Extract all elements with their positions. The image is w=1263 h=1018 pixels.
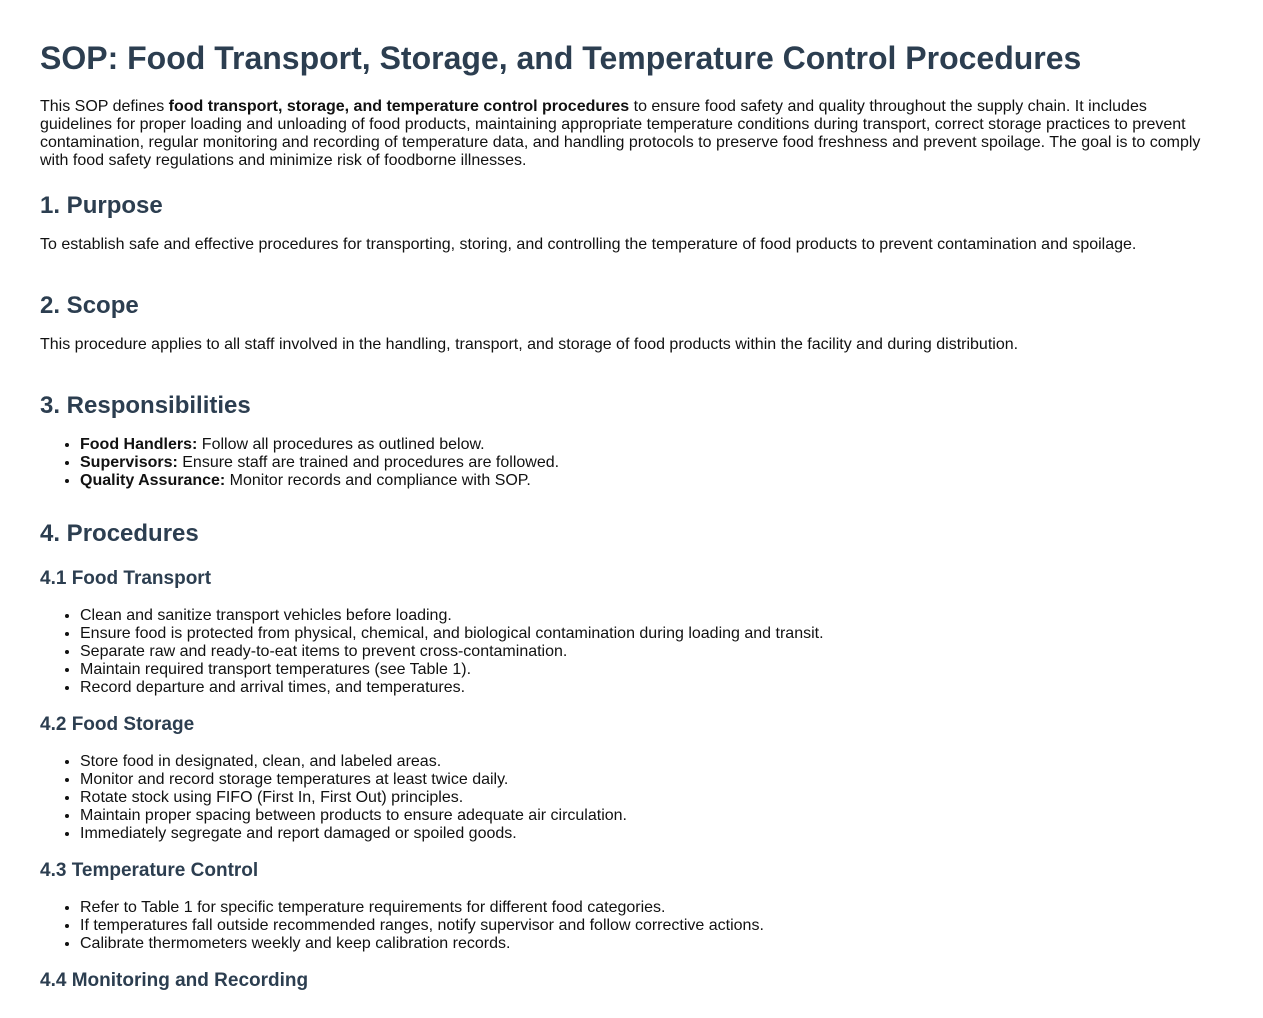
list-item: • If temperatures fall outside recommended ranges, notify supervisor and follow corrective actions. (80, 917, 1223, 935)
role-label: Food Handlers: (80, 436, 198, 453)
intro-paragraph (40, 98, 1223, 170)
list-item: • Clean and sanitize transport vehicles before loading. (80, 607, 1223, 625)
list-item: • Record departure and arrival times, and temperatures. (80, 679, 1223, 697)
subsection-heading-storage: 4.2 Food Storage (40, 714, 195, 735)
storage-list (40, 753, 1223, 843)
list-item: • Immediately segregate and report damaged or spoiled goods. (80, 825, 1223, 843)
purpose-text: To establish safe and effective procedures for transporting, storing, and controlling the temperature of food products to prevent contamination and spoilage. (40, 236, 1137, 253)
intro-suffix: to ensure food safety and quality throughout the supply chain. It includes guidelines for proper loading and unloading of food products, maintaining appropriate temperature conditions during transport, correct storage practices to prevent contamination, regular monitoring and recording of temperature data, and handling protocols to preserve food freshness and prevent spoilage. The goal is to comply with food safety regulations and minimize risk of foodborne illnesses. (40, 98, 1201, 169)
list-item: • Ensure food is protected from physical, chemical, and biological contamination during loading and transit. (80, 625, 1223, 643)
list-item: • Refer to Table 1 for specific temperature requirements for different food categories. (80, 899, 1223, 917)
section-heading-responsibilities: 3. Responsibilities (40, 392, 251, 419)
role-label: Quality Assurance: (80, 472, 226, 489)
role-label: Supervisors: (80, 454, 178, 471)
list-item: • Maintain proper spacing between products to ensure adequate air circulation. (80, 807, 1223, 825)
intro-prefix: This SOP defines (40, 98, 169, 115)
section-heading-purpose: 1. Purpose (40, 192, 163, 219)
section-heading-scope: 2. Scope (40, 292, 139, 319)
role-text: Follow all procedures as outlined below. (197, 436, 485, 453)
transport-list (40, 607, 1223, 697)
intro-bold: food transport, storage, and temperature control procedures (168, 98, 630, 115)
list-item: • Store food in designated, clean, and labeled areas. (80, 753, 1223, 771)
list-item: • Separate raw and ready-to-eat items to prevent cross-contamination. (80, 643, 1223, 661)
role-text: Ensure staff are trained and procedures are followed. (177, 454, 560, 471)
page-title: SOP: Food Transport, Storage, and Temperature Control Procedures (40, 40, 1082, 76)
list-item (80, 436, 1223, 454)
subsection-heading-monitoring: 4.4 Monitoring and Recording (40, 970, 309, 991)
subsection-heading-temperature: 4.3 Temperature Control (40, 860, 259, 881)
scope-text: This procedure applies to all staff involved in the handling, transport, and storage of food products within the facility and during distribution. (40, 336, 1019, 353)
subsection-heading-transport: 4.1 Food Transport (40, 568, 212, 589)
role-text: Monitor records and compliance with SOP. (225, 472, 531, 489)
section-heading-procedures: 4. Procedures (40, 520, 199, 547)
responsibilities-list (40, 436, 1223, 490)
list-item: • Monitor and record storage temperatures at least twice daily. (80, 771, 1223, 789)
temperature-list (40, 899, 1223, 953)
list-item (80, 454, 1223, 472)
list-item: • Rotate stock using FIFO (First In, First Out) principles. (80, 789, 1223, 807)
list-item: • Calibrate thermometers weekly and keep calibration records. (80, 935, 1223, 953)
list-item (80, 472, 1223, 490)
list-item: • Maintain required transport temperatures (see Table 1). (80, 661, 1223, 679)
